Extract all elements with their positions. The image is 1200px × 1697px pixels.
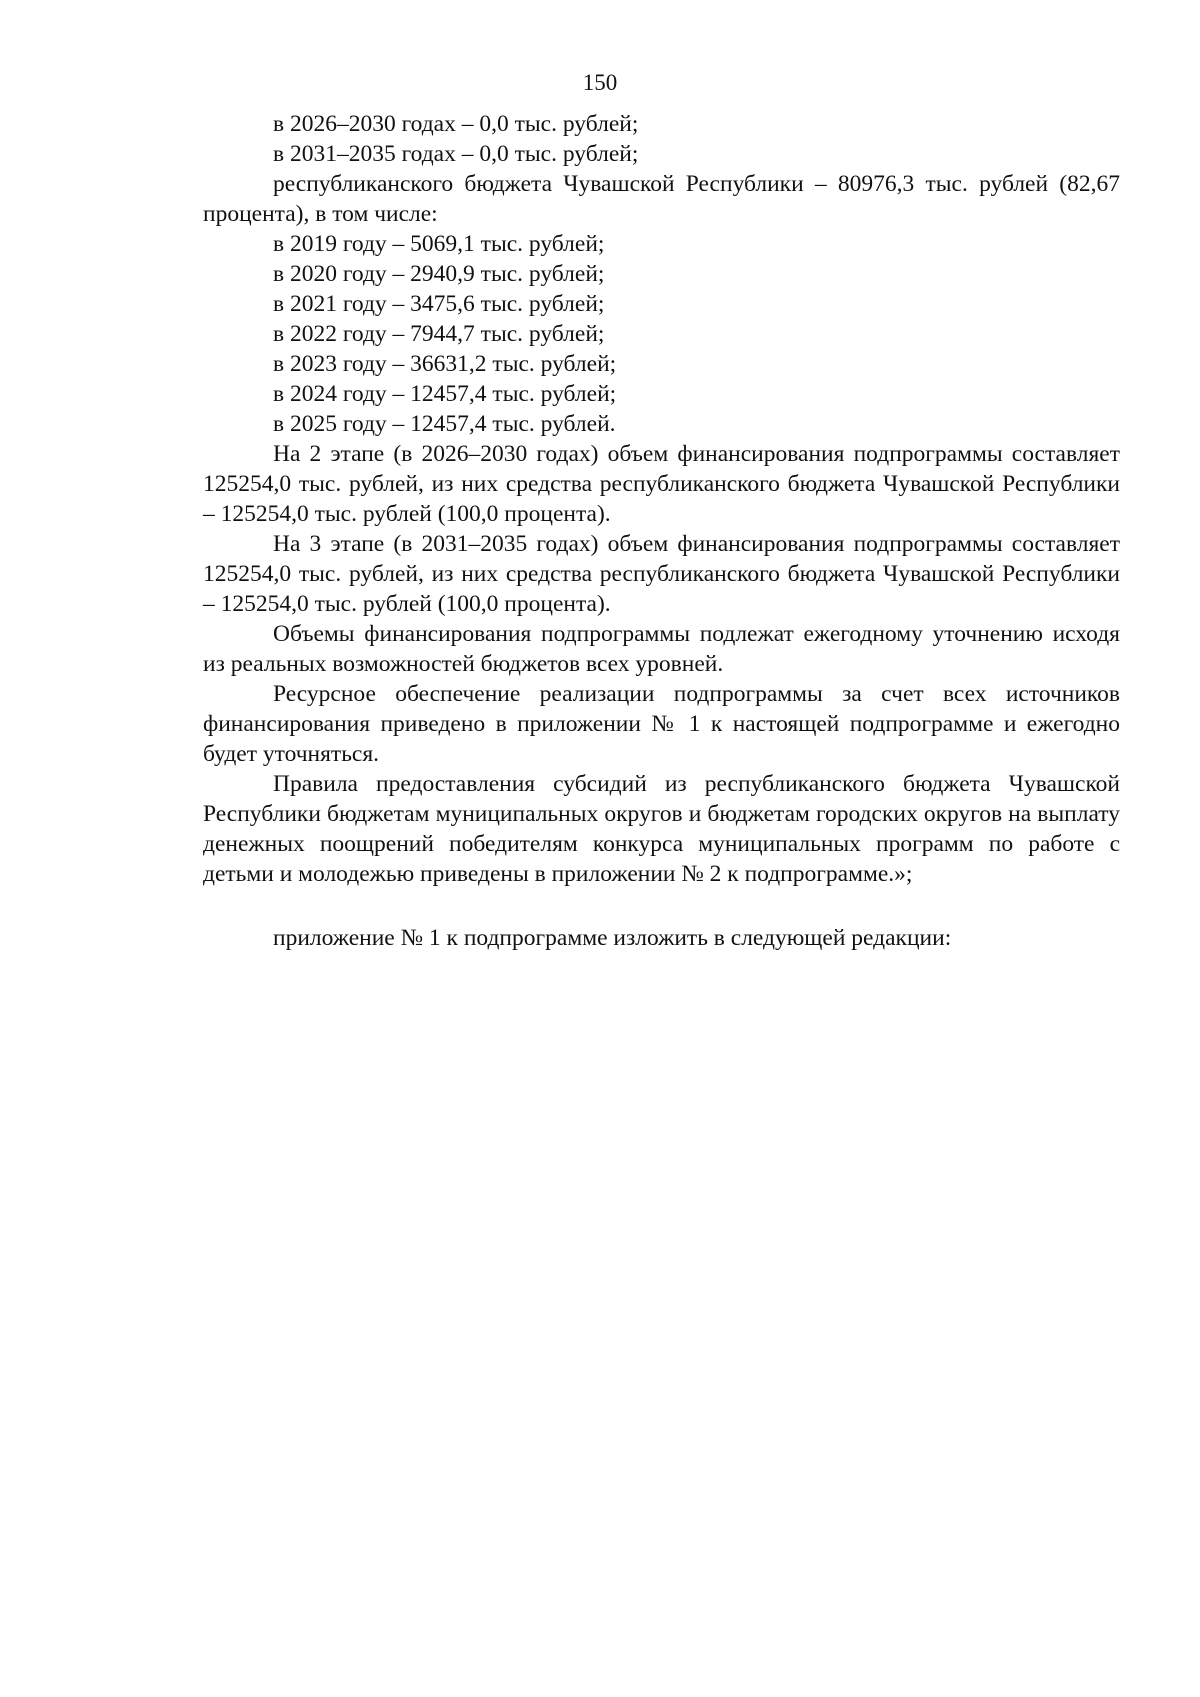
- stage-3-paragraph: На 3 этапе (в 2031–2035 годах) объем финансирования подпрограммы составляет 125254,0 тыс. рублей, из них средства республиканского бюджета Чувашской Республики – 125254,0 тыс. рублей (100,0 процента).: [203, 531, 1120, 617]
- year-funding-line: в 2024 году – 12457,4 тыс. рублей;: [273, 381, 617, 407]
- year-funding-line: в 2020 году – 2940,9 тыс. рублей;: [273, 261, 605, 287]
- funding-line: в 2026–2030 годах – 0,0 тыс. рублей;: [273, 111, 639, 137]
- year-funding-line: в 2021 году – 3475,6 тыс. рублей;: [273, 291, 605, 317]
- stage-2-paragraph: На 2 этапе (в 2026–2030 годах) объем финансирования подпрограммы составляет 125254,0 тыс. рублей, из них средства республиканского бюджета Чувашской Республики – 125254,0 тыс. рублей (100,0 процента).: [203, 441, 1120, 527]
- year-funding-line: в 2025 году – 12457,4 тыс. рублей.: [273, 411, 616, 437]
- document-body: [203, 109, 1120, 953]
- funding-line: в 2031–2035 годах – 0,0 тыс. рублей;: [273, 141, 639, 167]
- year-funding-line: в 2023 году – 36631,2 тыс. рублей;: [273, 351, 617, 377]
- paragraph-gap: [203, 889, 1120, 923]
- year-funding-line: в 2022 году – 7944,7 тыс. рублей;: [273, 321, 605, 347]
- republic-budget-paragraph: республиканского бюджета Чувашской Республики – 80976,3 тыс. рублей (82,67 процента), в том числе:: [203, 171, 1120, 227]
- funding-update-paragraph: Объемы финансирования подпрограммы подлежат ежегодному уточнению исходя из реальных возможностей бюджетов всех уровней.: [203, 621, 1120, 677]
- year-funding-line: в 2019 году – 5069,1 тыс. рублей;: [273, 231, 605, 257]
- appendix-instruction: приложение № 1 к подпрограмме изложить в следующей редакции:: [273, 925, 952, 951]
- page-number: 150: [582, 70, 618, 95]
- resource-provision-paragraph: Ресурсное обеспечение реализации подпрограммы за счет всех источников финансирования приведено в приложении № 1 к настоящей подпрограмме и ежегодно будет уточняться.: [203, 681, 1120, 767]
- subsidy-rules-paragraph: Правила предоставления субсидий из республиканского бюджета Чувашской Республики бюджетам муниципальных округов и бюджетам городских округов на выплату денежных поощрений победителям конкурса муниципальных программ по работе с детьми и молодежью приведены в приложении № 2 к подпрограмме.»;: [203, 771, 1120, 887]
